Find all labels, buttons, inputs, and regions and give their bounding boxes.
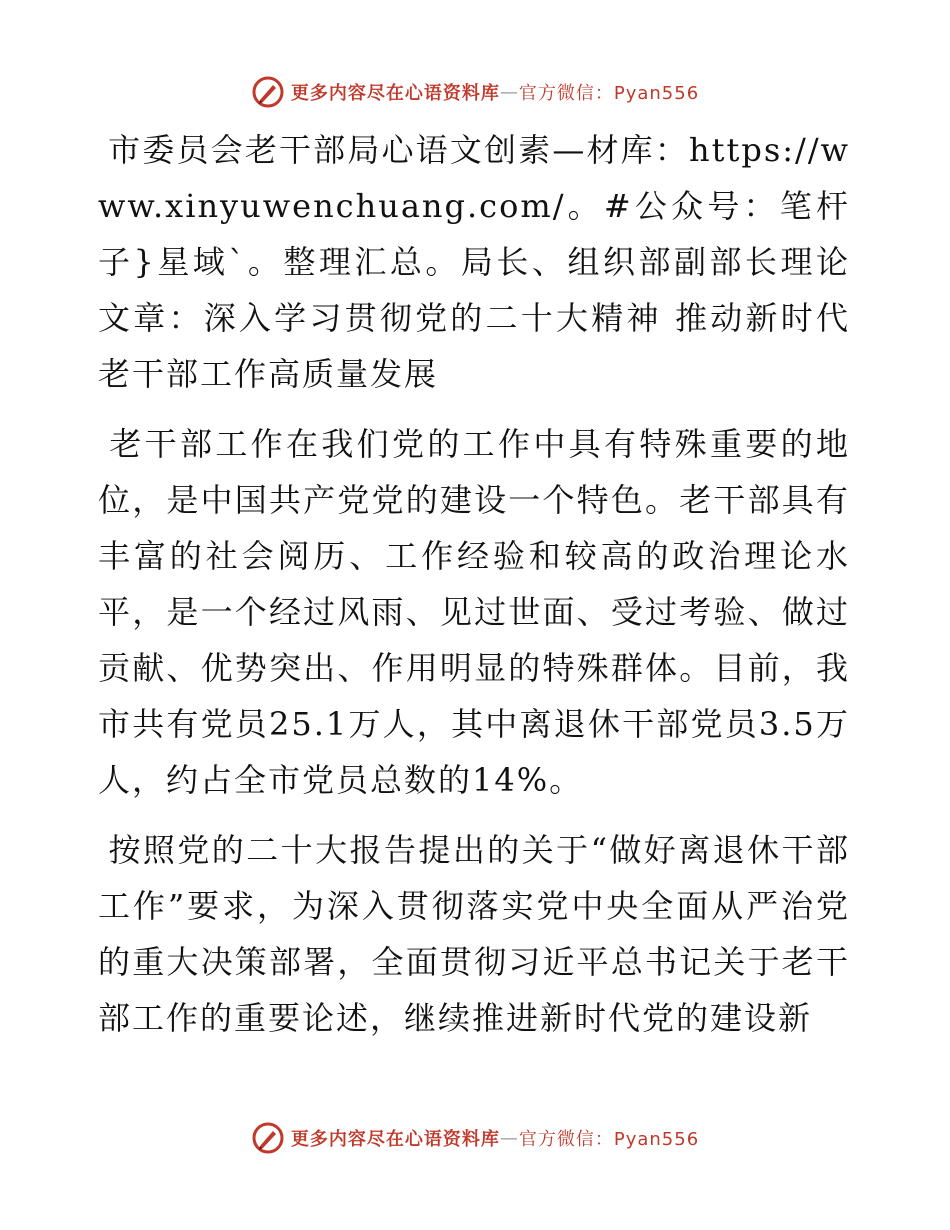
paragraph-intro: 老干部工作在我们党的工作中具有特殊重要的地位，是中国共产党党的建设一个特色。老干部具有丰富的社会阅历、工作经验和较高的政治理论水平，是一个经过风雨、见过世面、受过考验、做过贡献、优势突出、作用明显的特殊群体。目前，我市共有党员25.1万人，其中离退休干部党员3.5万人，约占全市党员总数的14%。 bbox=[98, 425, 850, 799]
watermark-contact-text: 官方微信：Pyan556 bbox=[518, 1129, 700, 1150]
pen-circle-logo-icon bbox=[251, 1121, 285, 1155]
watermark-dash: — bbox=[499, 81, 519, 103]
watermark-main-text: 更多内容尽在心语资料库 bbox=[290, 1129, 500, 1150]
watermark-main-text: 更多内容尽在心语资料库 bbox=[290, 83, 500, 104]
footer-watermark bbox=[0, 1118, 950, 1158]
watermark-contact-text: 官方微信：Pyan556 bbox=[518, 83, 700, 104]
pen-circle-logo-icon bbox=[251, 75, 285, 109]
header-watermark bbox=[0, 72, 950, 112]
paragraph-title: 市委员会老干部局心语文创素—材库：https://www.xinyuwenchuang.com/。#公众号：笔杆子}星域`。整理汇总。局长、组织部副部长理论文章：深入学习贯彻党的二十大精神 推动新时代老干部工作高质量发展 bbox=[98, 131, 850, 393]
paragraph-requirements: 按照党的二十大报告提出的关于“做好离退休干部工作”要求，为深入贯彻落实党中央全面从严治党的重大决策部署，全面贯彻习近平总书记关于老干部工作的重要论述，继续推进新时代党的建设新 bbox=[98, 831, 850, 1037]
document-body bbox=[98, 122, 850, 1046]
watermark-dash: — bbox=[499, 1127, 519, 1149]
